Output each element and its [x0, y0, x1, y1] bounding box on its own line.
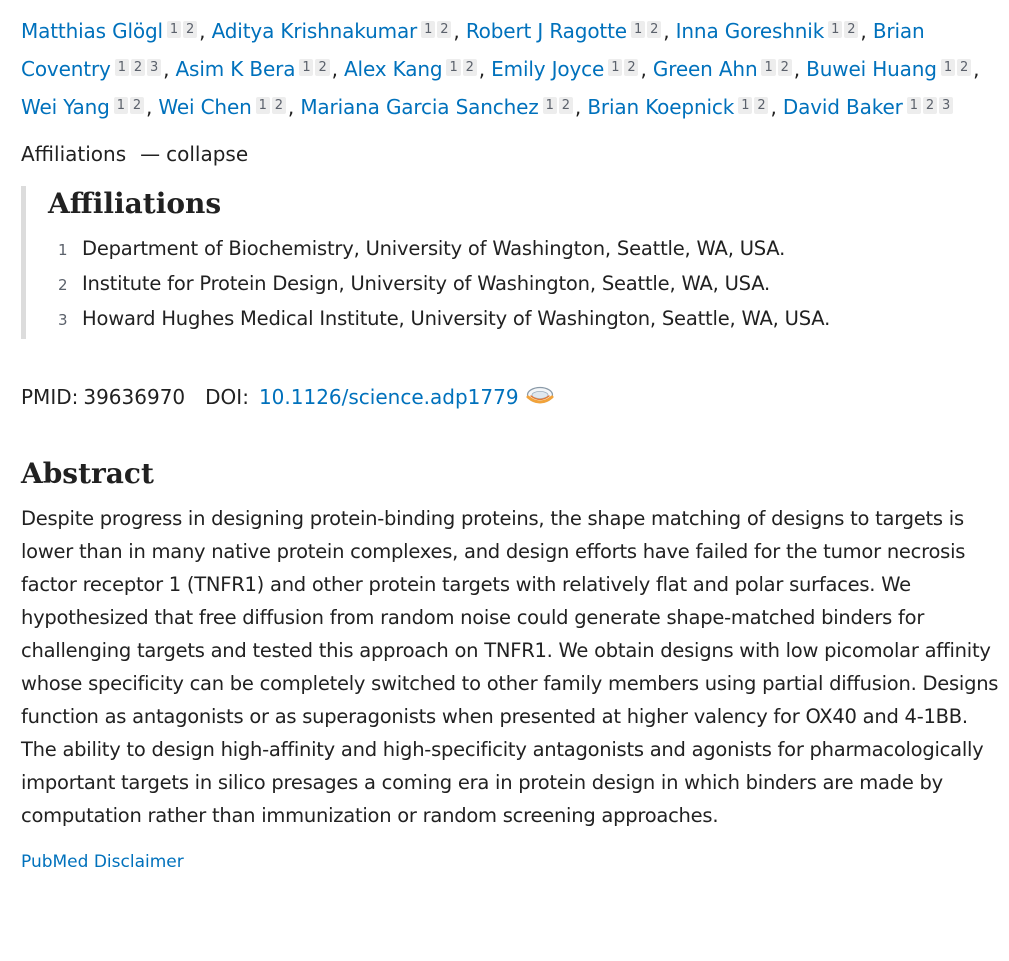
affiliation-text: Institute for Protein Design, University of Washington, Seattle, WA, USA. — [82, 272, 771, 295]
author-link[interactable]: Matthias Glögl — [21, 19, 163, 43]
pmid-value: 39636970 — [83, 385, 186, 409]
author-separator: , — [640, 57, 653, 81]
author-affiliation-refs — [738, 86, 770, 119]
pubmed-disclaimer-link[interactable]: PubMed Disclaimer — [21, 852, 184, 872]
authors-list — [21, 10, 1001, 124]
affiliation-ref-badge[interactable]: 1 — [761, 59, 775, 76]
affiliations-toggle-label: Affiliations — [21, 142, 127, 166]
author-affiliation-refs — [167, 10, 199, 43]
affiliation-ref-badge[interactable]: 1 — [543, 97, 557, 114]
author-affiliation-refs — [543, 86, 575, 119]
affiliation-ref-badge[interactable]: 1 — [907, 97, 921, 114]
author-link[interactable]: Inna Goreshnik — [675, 19, 825, 43]
author-separator: , — [574, 95, 588, 119]
author-affiliation-refs — [828, 10, 860, 43]
fulltext-link-icon-graphic — [525, 386, 555, 408]
affiliation-ref-badge[interactable]: 1 — [299, 59, 313, 76]
affiliation-ref-badge[interactable]: 1 — [256, 97, 270, 114]
affiliation-ref-badge[interactable]: 1 — [631, 21, 645, 38]
author-link[interactable]: Robert J Ragotte — [465, 19, 627, 43]
author-separator: , — [145, 95, 159, 119]
author-separator: , — [331, 57, 345, 81]
affiliation-item — [48, 267, 928, 302]
author-affiliation-refs — [299, 48, 331, 81]
affiliation-item — [48, 232, 928, 267]
collapse-button[interactable]: collapse — [166, 142, 249, 166]
affiliation-ref-badge[interactable]: 2 — [463, 59, 477, 76]
affiliation-ref-badge[interactable]: 2 — [624, 59, 638, 76]
author-separator: , — [199, 19, 212, 43]
author-affiliation-refs — [446, 48, 478, 81]
affiliation-ref-badge[interactable]: 2 — [130, 97, 144, 114]
affiliation-ref-badge[interactable]: 3 — [147, 59, 161, 76]
author-separator: , — [163, 57, 176, 81]
affiliation-ref-badge[interactable]: 2 — [957, 59, 971, 76]
affiliation-ref-badge[interactable]: 3 — [939, 97, 953, 114]
affiliations-heading: Affiliations — [48, 187, 222, 220]
affiliation-ref-badge[interactable]: 1 — [608, 59, 622, 76]
author-link[interactable]: Brian Koepnick — [587, 95, 735, 119]
author-link[interactable]: Buwei Huang — [806, 57, 937, 81]
affiliation-number: 2 — [58, 276, 68, 294]
doi-label: DOI: — [205, 385, 249, 409]
pmid-label: PMID: — [21, 385, 79, 409]
abstract-text: Despite progress in designing protein-binding proteins, the shape matching of designs to targets is lower than in many native protein complexes, and design efforts have failed for the tumor necrosis factor receptor 1 (TNFR1) and other protein targets with relatively flat and polar surfaces. We hypothesized that free diffusion from random noise could generate shape-matched binders for challenging targets and tested this approach on TNFR1. We obtain designs with low picomolar affinity whose specificity can be completely switched to other family members using partial diffusion. Designs function as antagonists or as superagonists when presented at higher valency for OX40 and 4-1BB. The ability to design high-affinity and high-specificity antagonists and agonists for pharmacologically important targets in silico presages a coming era in protein design in which binders are made by computation rather than immunization or random screening approaches. — [21, 507, 999, 827]
author-link[interactable]: Asim K Bera — [175, 57, 296, 81]
author-separator: , — [973, 57, 980, 81]
affiliation-ref-badge[interactable]: 2 — [923, 97, 937, 114]
author-affiliation-refs — [608, 48, 640, 81]
author-affiliation-refs — [907, 86, 955, 119]
author-affiliation-refs — [421, 10, 453, 43]
affiliation-ref-badge[interactable]: 1 — [941, 59, 955, 76]
author-link[interactable]: Alex Kang — [344, 57, 443, 81]
author-affiliation-refs — [256, 86, 288, 119]
author-link[interactable]: David Baker — [782, 95, 903, 119]
affiliation-ref-badge[interactable]: 2 — [272, 97, 286, 114]
affiliation-ref-badge[interactable]: 2 — [315, 59, 329, 76]
abstract-heading: Abstract — [21, 457, 154, 490]
author-affiliation-refs — [631, 10, 663, 43]
fulltext-link-icon[interactable] — [525, 386, 555, 408]
affiliation-text: Howard Hughes Medical Institute, University of Washington, Seattle, WA, USA. — [82, 307, 831, 330]
author-separator: , — [287, 95, 301, 119]
affiliation-ref-badge[interactable]: 1 — [115, 59, 129, 76]
identifiers — [21, 383, 1009, 411]
affiliation-ref-badge[interactable]: 2 — [437, 21, 451, 38]
author-link[interactable]: Aditya Krishnakumar — [211, 19, 418, 43]
author-separator: , — [860, 19, 873, 43]
affiliation-ref-badge[interactable]: 2 — [778, 59, 792, 76]
affiliation-number: 1 — [58, 241, 68, 259]
toggle-dash: — — [140, 142, 161, 166]
author-separator: , — [793, 57, 807, 81]
author-separator: , — [770, 95, 783, 119]
author-link[interactable]: Brian Coventry — [21, 19, 925, 81]
affiliation-ref-badge[interactable]: 1 — [446, 59, 460, 76]
doi-link[interactable]: 10.1126/science.adp1779 — [258, 385, 519, 409]
author-affiliation-refs — [114, 86, 146, 119]
author-link[interactable]: Mariana Garcia Sanchez — [300, 95, 539, 119]
affiliations-panel — [21, 186, 928, 339]
affiliation-ref-badge[interactable]: 2 — [647, 21, 661, 38]
author-separator: , — [453, 19, 466, 43]
affiliation-ref-badge[interactable]: 1 — [114, 97, 128, 114]
author-link[interactable]: Wei Chen — [158, 95, 252, 119]
affiliation-text: Department of Biochemistry, University of Washington, Seattle, WA, USA. — [82, 237, 786, 260]
affiliation-ref-badge[interactable]: 1 — [167, 21, 181, 38]
author-separator: , — [663, 19, 676, 43]
author-link[interactable]: Green Ahn — [652, 57, 758, 81]
affiliation-ref-badge[interactable]: 1 — [738, 97, 752, 114]
affiliation-item — [48, 302, 928, 337]
affiliation-ref-badge[interactable]: 2 — [131, 59, 145, 76]
affiliation-ref-badge[interactable]: 1 — [421, 21, 435, 38]
affiliation-ref-badge[interactable]: 2 — [844, 21, 858, 38]
affiliation-ref-badge[interactable]: 2 — [183, 21, 197, 38]
affiliations-toggle — [21, 140, 1009, 168]
affiliation-ref-badge[interactable]: 1 — [828, 21, 842, 38]
author-affiliation-refs — [115, 48, 163, 81]
author-link[interactable]: Emily Joyce — [491, 57, 605, 81]
affiliation-ref-badge[interactable]: 2 — [754, 97, 768, 114]
author-link[interactable]: Wei Yang — [21, 95, 110, 119]
author-separator: , — [478, 57, 492, 81]
author-affiliation-refs — [761, 48, 793, 81]
affiliation-number: 3 — [58, 311, 68, 329]
affiliations-list — [48, 232, 928, 337]
affiliation-ref-badge[interactable]: 2 — [559, 97, 573, 114]
author-affiliation-refs — [941, 48, 973, 81]
